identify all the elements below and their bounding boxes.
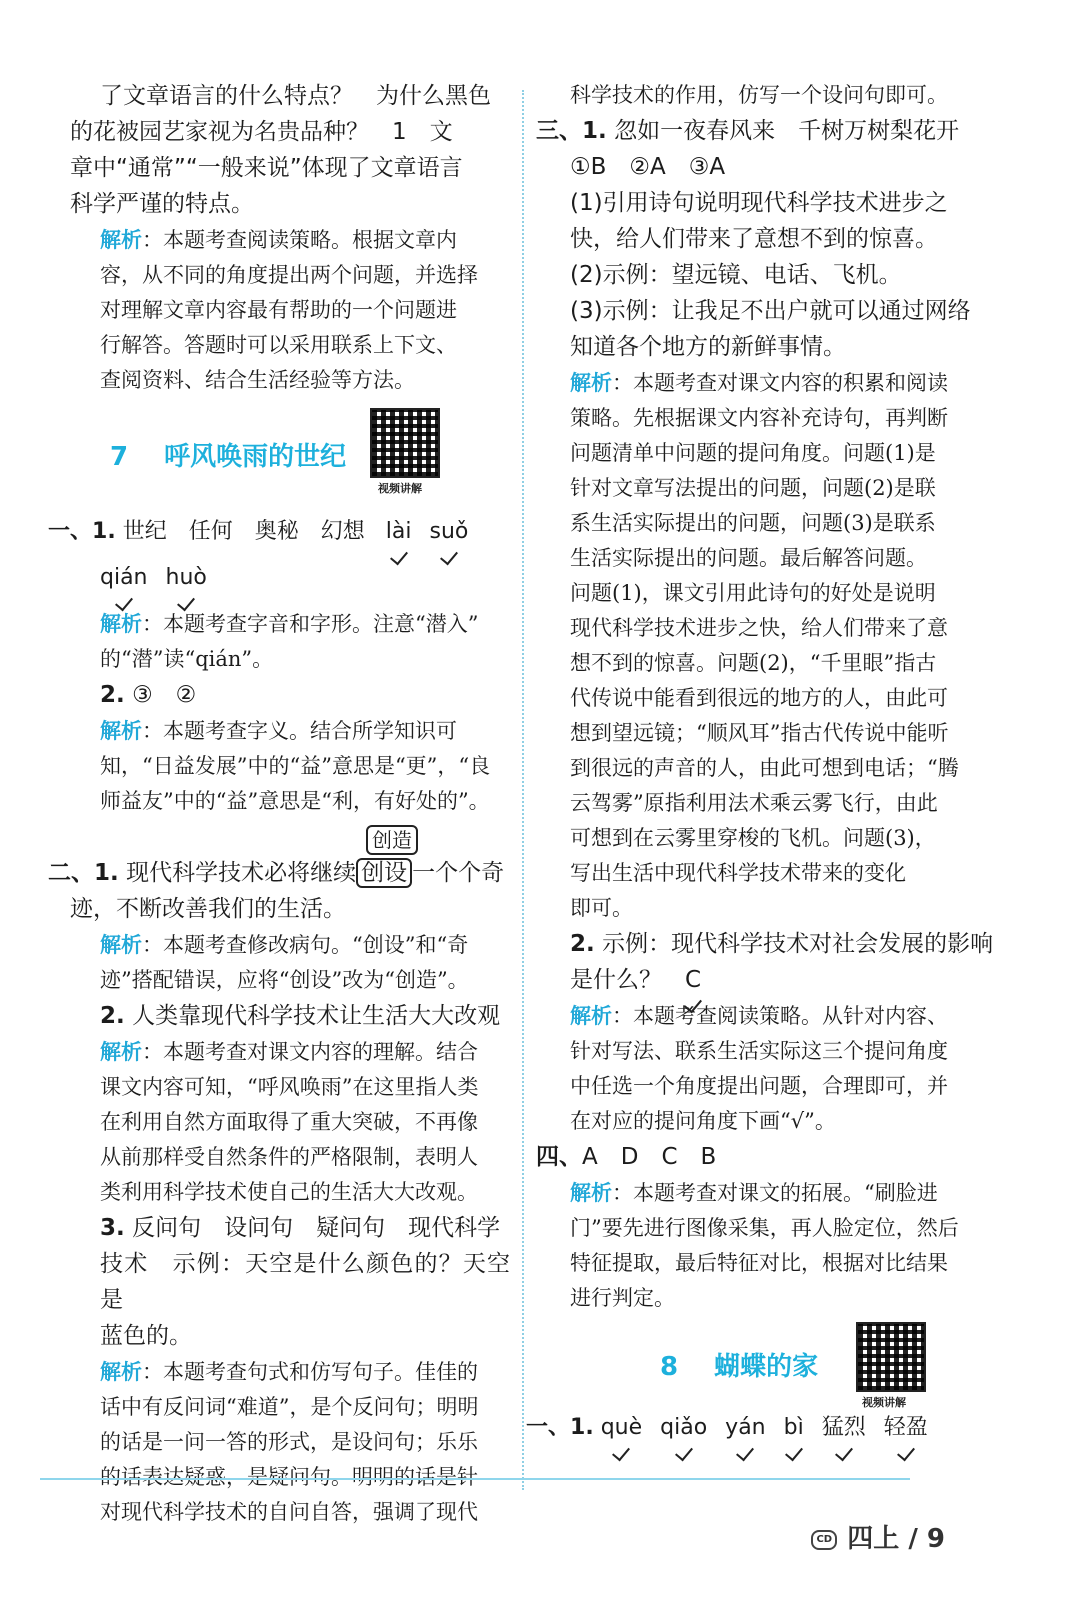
jiexi-line: 问题清单中问题的提问角度。问题(1)是 [570,441,936,465]
s2-q3-cont: 技术 示例：天空是什么颜色的？天空是 [100,1251,510,1313]
s3-q1-sub: (2)示例：望远镜、电话、飞机。 [570,262,902,288]
jiexi-line: 针对文章写法提出的问题，问题(2)是联 [570,476,936,500]
lesson-title: 8 蝴蝶的家 [660,1352,819,1382]
jiexi-line: 到很远的声音的人，由此可想到电话；“腾 [570,756,959,780]
s2-q1-cont: 迹，不断改善我们的生活。 [70,896,346,922]
boxed-word: 创设 [356,858,412,888]
jiexi-line: 在利用自然方面取得了重大突破，不再像 [100,1110,478,1134]
jiexi-label: 解析 [100,227,142,252]
jiexi-line: 生活实际提出的问题。最后解答问题。 [570,546,927,570]
qr-label: 视频讲解 [378,482,422,495]
s1-q1: 一、1. 世纪 任何 奥秘 幻想 lài suǒ [48,514,510,560]
s2-fix-wrap [70,819,510,855]
column-divider [522,90,524,1490]
jiexi-line: 云驾雾”原指利用法术乘云雾飞行，由此 [570,791,938,815]
jiexi-line: 解析：本题考查阅读策略。从针对内容、 [570,1003,948,1028]
s2-q2: 2. 人类靠现代科学技术让生活大大改观 [100,1003,501,1029]
jiexi-line: 查阅资料、结合生活经验等方法。 [100,368,415,392]
intro-line: 的花被园艺家视为名贵品种？ 1 文 [70,119,453,145]
s3-q1-sub: (1)引用诗句说明现代科学技术进步之 [570,190,948,216]
jiexi-line: 门”要先进行图像采集，再人脸定位，然后 [570,1216,959,1240]
jiexi-line: 师益友”中的“益”意思是“利，有好处的”。 [100,789,490,813]
jiexi-line: 的话表达疑惑，是疑问句。明明的话是针 [100,1465,478,1489]
jiexi-line: 解析：本题考查句式和仿写句子。佳佳的 [100,1359,478,1384]
jiexi-line: 课文内容可知，“呼风唤雨”在这里指人类 [100,1075,479,1099]
qr-code-icon[interactable] [370,408,440,478]
jiexi-line: 解析：本题考查对课文内容的积累和阅读 [570,370,948,395]
jiexi-line: 即可。 [570,896,633,920]
jiexi-line: 解析：本题考查对课文的拓展。“刷脸进 [570,1180,938,1205]
s3-q1-choices: ①B ②A ③A [570,154,726,180]
s3-q1: 三、1. 忽如一夜春风来 千树万树梨花开 [536,118,960,144]
jiexi-line: 现代科学技术进步之快，给人们带来了意 [570,616,948,640]
cd-badge-icon: CD [811,1530,837,1550]
lesson-title: 7 呼风唤雨的世纪 [110,442,347,472]
page-number: CD 四上 / 9 [811,1518,945,1555]
s2-q3-cont: 蓝色的。 [100,1323,192,1349]
jiexi-line: 针对写法、联系生活实际这三个提问角度 [570,1039,948,1063]
jiexi-line: 代传说中能看到很远的地方的人，由此可 [570,686,948,710]
jiexi-line: 写出生活中现代科学技术带来的变化 [570,861,906,885]
jiexi-line: 解析：本题考查对课文内容的理解。结合 [100,1039,478,1064]
jiexi-line: 知，“日益发展”中的“益”意思是“更”，“良 [100,754,491,778]
jiexi-line: 行解答。答题时可以采用联系上下文、 [100,333,457,357]
s3-q1-sub: 知道各个地方的新鲜事情。 [570,334,846,360]
left-column [48,78,510,1530]
jiexi-line: 系生活实际提出的问题，问题(3)是联系 [570,511,936,535]
jiexi-line: 解析：本题考查字音和字形。注意“潜入” [100,611,479,636]
lesson-8-header [540,1322,995,1409]
intro-line: 了文章语言的什么特点？ 为什么黑色 [100,83,491,109]
s2-q1: 二、1. 现代科学技术必将继续 创设 一个个奇 [48,860,505,886]
jiexi-line: 特征提取，最后特征对比，根据对比结果 [570,1251,948,1275]
s5-q1: 一、1. què qiǎo yán bì 猛烈 轻盈 [526,1410,995,1456]
jiexi-line: 话中有反问词“难道”，是个反问句；明明 [100,1395,479,1419]
jiexi-line: 想到望远镜；“顺风耳”指古代传说中能听 [570,721,949,745]
s1-q2: 2. ③ ② [100,682,197,708]
jiexi-line: 的“潜”读“qián”。 [100,647,274,671]
s3-q2: 2. 示例：现代科学技术对社会发展的影响 [570,931,994,957]
right-column [526,78,995,1456]
jiexi-line: 的话是一问一答的形式，是设问句；乐乐 [100,1430,478,1454]
s3-q1-sub: 快，给人们带来了意想不到的惊喜。 [570,226,938,252]
jiexi-line: 从前那样受自然条件的严格限制，表明人 [100,1145,478,1169]
jiexi-line: 想不到的惊喜。问题(2)，“千里眼”指古 [570,651,937,675]
jiexi-line: 策略。先根据课文内容补充诗句，再判断 [570,406,948,430]
jiexi-line: 科学技术的作用，仿写一个设问句即可。 [570,83,948,107]
intro-line: 章中“通常”“一般来说”体现了文章语言 [70,155,463,181]
s4: 四、A D C B [536,1144,717,1170]
intro-line: 科学严谨的特点。 [70,191,254,217]
jiexi-line: 问题(1)，课文引用此诗句的好处是说明 [570,581,936,605]
qr-label: 视频讲解 [862,1396,906,1409]
qr-code-icon[interactable] [856,1322,926,1392]
jiexi-line: 中任选一个角度提出问题，合理即可，并 [570,1074,948,1098]
jiexi-line: 解析：本题考查修改病句。“创设”和“奇 [100,932,469,957]
lesson-7-header [70,408,510,504]
s3-q1-sub: (3)示例：让我足不出户就可以通过网络 [570,298,971,324]
jiexi-line: 类利用科学技术使自己的生活大大改观。 [100,1180,478,1204]
jiexi-line: 进行判定。 [570,1286,675,1310]
jiexi-line: 迹”搭配错误，应将“创设”改为“创造”。 [100,968,469,992]
correction-box: 创造 [366,825,418,855]
bottom-rule [40,1478,910,1480]
jiexi-line: 容，从不同的角度提出两个问题，并选择 [100,263,478,287]
jiexi-line: 解析：本题考查字义。结合所学知识可 [100,718,457,743]
s3-q2-cont: 是什么？ C [540,962,995,998]
s2-q3: 3. 反问句 设问句 疑问句 现代科学 [100,1215,501,1241]
jiexi-line: 对理解文章内容最有帮助的一个问题进 [100,298,457,322]
jiexi-line: 对现代科学技术的自问自答，强调了现代 [100,1500,478,1524]
jiexi-line: 可想到在云雾里穿梭的飞机。问题(3)， [570,826,936,850]
jiexi-line: 解析：本题考查阅读策略。根据文章内 [100,227,457,252]
jiexi-line: 在对应的提问角度下画“√”。 [570,1109,836,1133]
s1-q1-cont: qián huò [70,560,510,606]
